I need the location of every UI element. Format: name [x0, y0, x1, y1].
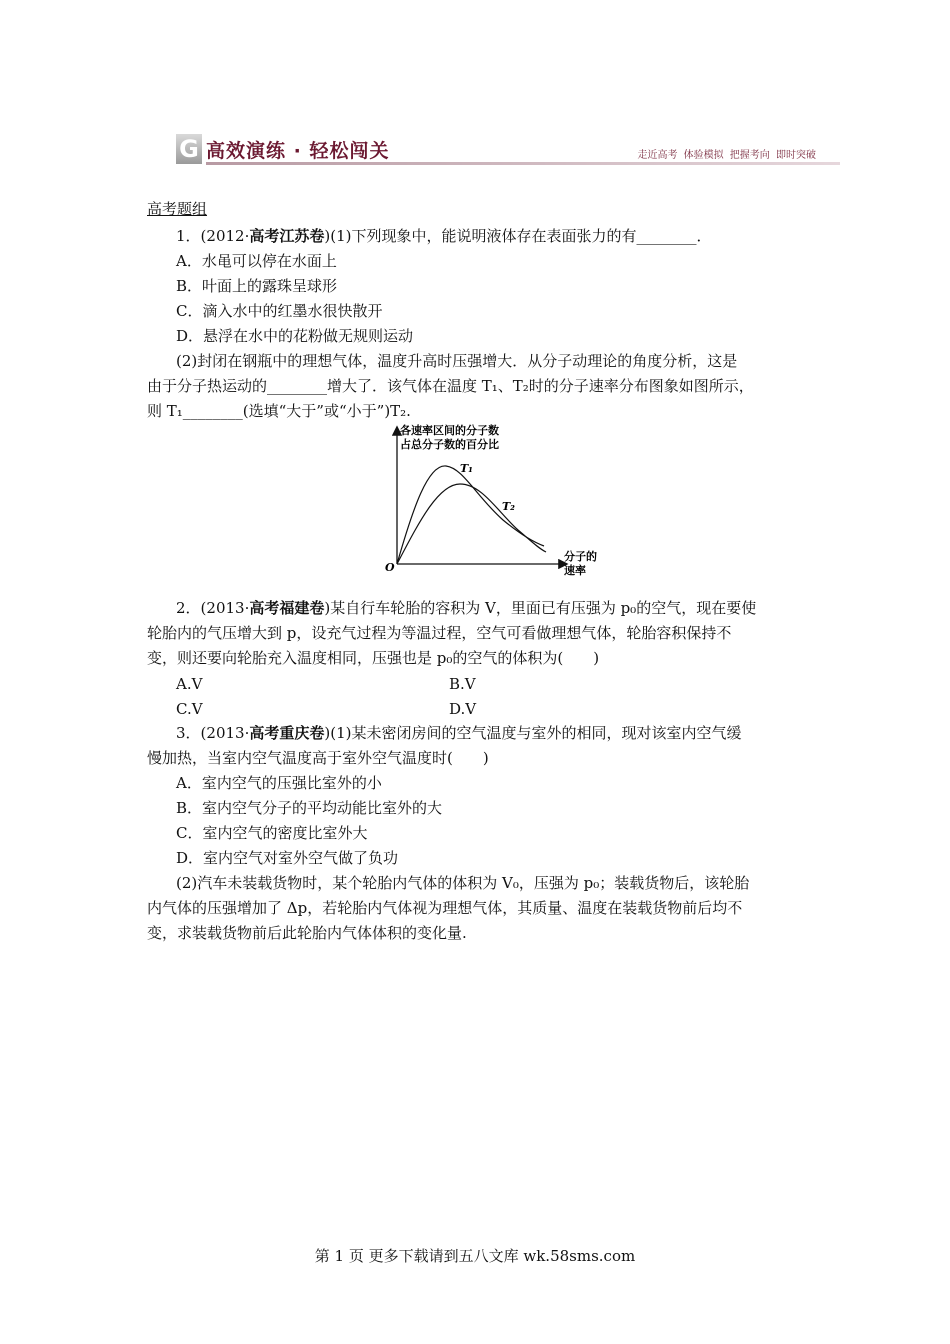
header-banner [176, 132, 840, 168]
q3-line2: 慢加热，当室内空气温度高于室外空气温度时( ) [147, 749, 489, 767]
q2-stem: 2．(2013·高考福建卷)某自行车轮胎的容积为 V，里面已有压强为 p₀的空气，现在要使 [176, 599, 757, 617]
banner-subtitle: 走近高考 体验模拟 把握考向 即时突破 [637, 150, 816, 161]
q3-source: 高考重庆卷 [249, 724, 325, 742]
q3-part2-line1: (2)汽车未装载货物时，某个轮胎内气体的体积为 V₀，压强为 p₀；装载货物后，该轮胎 [176, 874, 750, 892]
curve-t2-label: T₂ [502, 500, 516, 513]
y-axis-label-2: 占总分子数的百分比 [400, 438, 499, 451]
banner-title: 高效演练 · 轻松闯关 [206, 140, 390, 162]
q1-option-d: D．悬浮在水中的花粉做无规则运动 [176, 327, 414, 345]
page-footer: 第 1 页 更多下载请到五八文库 wk.58sms.com [314, 1247, 636, 1265]
q2-option-b: B.V [449, 675, 476, 693]
section-title: 高考题组 [147, 200, 208, 218]
curve-t1-label: T₁ [460, 462, 474, 475]
q3-option-a: A．室内空气的压强比室外的小 [176, 774, 382, 792]
q2-option-c: C.V [176, 700, 203, 718]
q1-part2-line1: (2)封闭在钢瓶中的理想气体，温度升高时压强增大．从分子动理论的角度分析，这是 [176, 352, 738, 370]
q3-option-d: D．室内空气对室外空气做了负功 [176, 849, 399, 867]
y-axis-label-1: 各速率区间的分子数 [400, 424, 499, 437]
origin-label: O [385, 561, 395, 574]
q3-option-b: B．室内空气分子的平均动能比室外的大 [176, 799, 443, 817]
x-axis-label-1: 分子的 [564, 550, 597, 563]
q2-source: 高考福建卷 [249, 599, 325, 617]
curve-t1 [397, 466, 544, 564]
q1-part2-line2: 由于分子热运动的________增大了．该气体在温度 T₁、T₂时的分子速率分布图象如图所示， [147, 377, 754, 395]
q2-option-a: A.V [176, 675, 203, 693]
x-axis-label-2: 速率 [564, 564, 586, 577]
q3-stem: 3．(2013·高考重庆卷)(1)某未密闭房间的空气温度与室外的相同，现对该室内空气缓 [176, 724, 742, 742]
banner-letter-icon: G [176, 134, 202, 164]
q1-option-c: C．滴入水中的红墨水很快散开 [176, 302, 383, 320]
q1-part2-line3: 则 T₁________(选填“大于”或“小于”)T₂. [147, 402, 411, 420]
speed-distribution-figure [368, 420, 618, 580]
q3-option-c: C．室内空气的密度比室外大 [176, 824, 368, 842]
q3-part2-line3: 变，求装载货物前后此轮胎内气体体积的变化量. [147, 924, 467, 942]
banner-rule [206, 162, 840, 165]
q2-option-d: D.V [449, 700, 477, 718]
q2-line2: 轮胎内的气压增大到 p，设充气过程为等温过程，空气可看做理想气体，轮胎容积保持不 [147, 624, 732, 642]
q1-source: 高考江苏卷 [249, 227, 325, 245]
q2-line3: 变，则还要向轮胎充入温度相同，压强也是 p₀的空气的体积为( ) [147, 649, 600, 667]
q3-part2-line2: 内气体的压强增加了 Δp，若轮胎内气体视为理想气体，其质量、温度在装载货物前后均不 [147, 899, 743, 917]
q1-option-b: B．叶面上的露珠呈球形 [176, 277, 338, 295]
q1-stem: 1．(2012·高考江苏卷)(1)下列现象中，能说明液体存在表面张力的有________． [176, 227, 712, 245]
q1-option-a: A．水黾可以停在水面上 [176, 252, 337, 270]
